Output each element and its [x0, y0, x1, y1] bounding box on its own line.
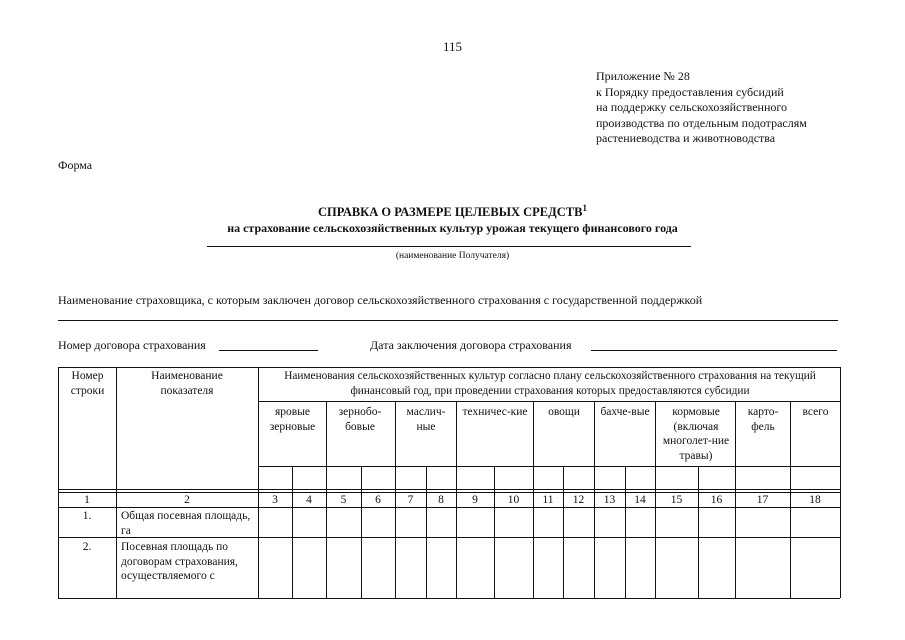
contract-date-line: [591, 350, 837, 351]
table-border-top: [58, 367, 840, 368]
page-number: 115: [442, 39, 463, 54]
crop-header-vegetables: овощи: [548, 406, 580, 418]
title-text: СПРАВКА О РАЗМЕРЕ ЦЕЛЕВЫХ СРЕДСТВ: [318, 205, 583, 219]
column-number: 4: [306, 494, 312, 506]
vline: [292, 466, 293, 598]
column-number: 1: [84, 494, 90, 506]
column-number: 15: [670, 494, 683, 506]
column-number: 13: [603, 494, 616, 506]
recipient-note: (наименование Получателя): [395, 251, 510, 261]
row-number: 2.: [82, 541, 92, 553]
vline: [58, 367, 59, 598]
column-number: 17: [756, 494, 769, 506]
vline: [625, 466, 626, 598]
crop-header-industrial: техничес-кие: [462, 406, 528, 418]
vline: [494, 466, 495, 598]
crop-header-spring-grain: яровые зерновые: [269, 406, 316, 433]
crop-group-header: Наименования сельскохозяйственных культур согласно плану сельскохозяйственного страхования на текущий финансовый год, при проведении страхования которых предоставляются субсидии: [284, 370, 816, 397]
appendix-line: Приложение № 28: [596, 69, 690, 83]
numbers-row-bottom: [58, 507, 840, 508]
vline: [563, 466, 564, 598]
form-label: Форма: [58, 158, 93, 172]
appendix-block: [596, 69, 807, 147]
column-header-row-number: Номер строки: [70, 370, 105, 397]
column-number: 14: [634, 494, 646, 506]
vline: [258, 367, 259, 598]
column-number: 16: [710, 494, 723, 506]
crop-header-total: всего: [802, 406, 829, 418]
column-number: 11: [542, 494, 554, 506]
title-footnote: 1: [582, 203, 587, 213]
crop-header-oilseeds: маслич-ные: [406, 406, 446, 433]
appendix-line: растениеводства и животноводства: [596, 131, 776, 146]
group-header-bottom: [258, 401, 840, 402]
column-number: 10: [507, 494, 520, 506]
crop-header-legumes: зернобо-бовые: [338, 406, 382, 433]
appendix-line: производства по отдельным подотраслям: [596, 115, 807, 130]
insurer-label: Наименование страховщика, с которым заключен договор сельскохозяйственного страхования с государственной поддержкой: [58, 293, 703, 307]
recipient-line: [207, 246, 691, 247]
crop-header-bottom: [258, 466, 840, 467]
contract-number-line: [219, 350, 318, 351]
vline: [361, 466, 362, 598]
column-header-indicator: Наименование показателя: [151, 370, 223, 397]
row-number: 1.: [82, 510, 92, 522]
appendix-line: на поддержку сельскохозяйственного: [596, 100, 788, 115]
contract-date-label: Дата заключения договора страхования: [370, 338, 572, 352]
column-number: 18: [809, 494, 821, 506]
vline: [840, 367, 841, 598]
column-number: 12: [572, 494, 585, 506]
column-number: 8: [438, 494, 444, 506]
vline: [698, 466, 699, 598]
column-number: 7: [407, 494, 414, 506]
crop-header-potato: карто-фель: [747, 406, 779, 433]
column-number: 6: [375, 494, 381, 506]
crop-header-fodder: кормовые (включая многолет-ние травы): [662, 406, 730, 462]
row-indicator-name: Общая посевная площадь, га: [121, 510, 251, 537]
row-indicator-name: Посевная площадь по договорам страхования, осуществляемого с: [121, 541, 238, 582]
vline: [116, 367, 117, 598]
vline: [426, 466, 427, 598]
document-title: [0, 203, 905, 220]
column-number: 2: [184, 494, 190, 506]
document-subtitle: на страхование сельскохозяйственных культур урожая текущего финансового года: [227, 221, 678, 235]
crop-header-melons: бахче-вые: [600, 406, 650, 418]
header-bottom: [58, 489, 840, 490]
contract-number-label: Номер договора страхования: [58, 338, 206, 352]
column-number: 3: [272, 494, 278, 506]
appendix-line: к Порядку предоставления субсидий: [596, 84, 784, 99]
insurer-line: [58, 320, 838, 321]
column-number: 9: [472, 494, 478, 506]
column-number: 5: [340, 494, 347, 506]
row2-bottom: [58, 598, 840, 599]
